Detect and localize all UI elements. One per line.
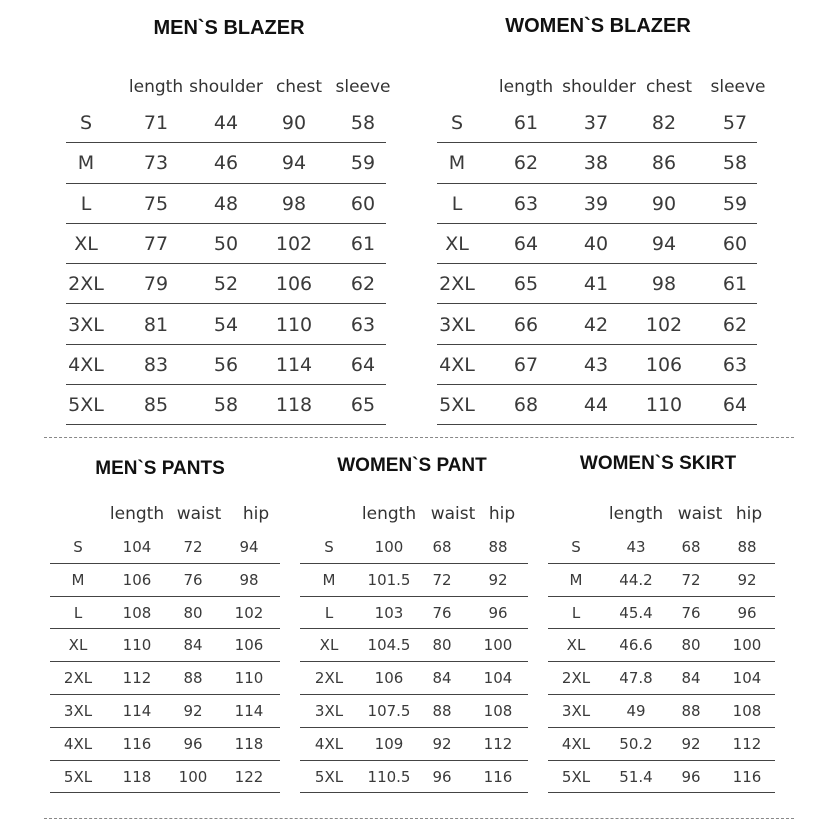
table-cell: 85	[143, 394, 169, 417]
size-label: 2XL	[68, 273, 104, 296]
table-row	[437, 224, 757, 264]
table-cell: 98	[239, 570, 259, 589]
table-cell: 71	[143, 112, 169, 134]
mens-pants-table	[50, 504, 280, 793]
table-cell: 72	[183, 538, 203, 556]
table-cell: 94	[239, 538, 259, 556]
table-cell: 64	[722, 394, 748, 417]
mens-blazer-header-chest: chest	[275, 77, 323, 97]
table-row	[548, 629, 775, 662]
mens-pants-header-waist: waist	[176, 504, 222, 524]
table-row	[548, 597, 775, 630]
table-cell: 42	[583, 313, 609, 336]
table-cell: 65	[350, 394, 376, 417]
table-cell: 96	[183, 734, 203, 753]
womens-pant-title: WOMEN`S PANT	[337, 455, 487, 476]
table-cell: 106	[234, 636, 264, 655]
table-cell: 94	[651, 232, 677, 255]
table-cell: 41	[583, 273, 609, 296]
table-cell: 94	[281, 152, 307, 175]
table-cell: 110	[275, 313, 313, 336]
size-label: XL	[445, 232, 469, 255]
table-cell: 66	[513, 313, 539, 336]
table-cell: 83	[143, 353, 169, 376]
table-cell: 75	[143, 192, 169, 215]
table-cell: 96	[488, 603, 508, 622]
mens-pants-header-length: length	[109, 504, 165, 524]
table-cell: 51.4	[619, 767, 653, 786]
table-row	[437, 264, 757, 304]
table-cell: 62	[513, 152, 539, 175]
table-cell: 63	[722, 353, 748, 376]
size-label: 4XL	[63, 734, 93, 753]
table-cell: 106	[645, 353, 683, 376]
size-label: 5XL	[314, 767, 344, 786]
size-label: S	[571, 538, 581, 556]
table-cell: 82	[651, 112, 677, 134]
table-cell: 43	[583, 353, 609, 376]
table-cell: 122	[234, 767, 264, 786]
table-cell: 96	[681, 767, 701, 786]
table-cell: 84	[183, 636, 203, 655]
table-row	[300, 761, 528, 794]
womens-blazer-header-length: length	[498, 77, 554, 97]
table-cell: 73	[143, 152, 169, 175]
size-label: M	[77, 152, 95, 175]
table-cell: 98	[281, 192, 307, 215]
section-divider	[44, 437, 794, 438]
table-cell: 40	[583, 232, 609, 255]
table-row	[66, 103, 386, 143]
table-cell: 118	[234, 734, 264, 753]
mens-blazer-title: MEN`S BLAZER	[153, 17, 305, 39]
table-cell: 60	[350, 192, 376, 215]
table-cell: 90	[651, 192, 677, 215]
mens-blazer-table	[66, 77, 391, 425]
table-cell: 108	[732, 702, 762, 720]
table-cell: 118	[122, 767, 152, 786]
table-cell: 58	[350, 112, 376, 134]
table-cell: 92	[488, 570, 508, 589]
size-label: S	[324, 538, 334, 556]
table-cell: 61	[350, 232, 376, 255]
table-cell: 61	[513, 112, 539, 134]
mens-pants-title: MEN`S PANTS	[95, 458, 225, 479]
table-cell: 60	[722, 232, 748, 255]
table-cell: 48	[213, 192, 239, 215]
size-label: 3XL	[63, 702, 93, 720]
size-label: 5XL	[63, 767, 93, 786]
table-cell: 88	[737, 538, 757, 556]
table-cell: 44.2	[619, 570, 653, 589]
table-cell: 77	[143, 232, 169, 255]
table-cell: 47.8	[619, 669, 653, 688]
table-row	[300, 695, 528, 728]
size-label: XL	[566, 636, 586, 655]
table-cell: 64	[513, 232, 539, 255]
table-cell: 76	[432, 603, 452, 622]
table-cell: 104.5	[367, 636, 411, 655]
size-label: 2XL	[561, 669, 591, 688]
table-cell: 44	[213, 112, 239, 134]
table-cell: 102	[645, 313, 683, 336]
table-row	[50, 531, 280, 564]
table-cell: 112	[732, 734, 762, 753]
table-cell: 80	[432, 636, 452, 655]
table-row	[66, 184, 386, 224]
table-cell: 62	[350, 273, 376, 296]
table-row	[50, 629, 280, 662]
table-cell: 90	[281, 112, 307, 134]
table-cell: 106	[275, 273, 313, 296]
table-cell: 101.5	[367, 570, 411, 589]
size-label: M	[71, 570, 85, 589]
table-cell: 68	[513, 394, 539, 417]
table-cell: 103	[374, 603, 404, 622]
womens-pant-header-length: length	[361, 504, 417, 524]
table-cell: 110	[122, 636, 152, 655]
table-cell: 106	[374, 669, 404, 688]
table-cell: 58	[213, 394, 239, 417]
table-cell: 102	[275, 232, 313, 255]
table-cell: 65	[513, 273, 539, 296]
table-cell: 102	[234, 603, 264, 622]
womens-blazer-header-chest: chest	[645, 77, 693, 97]
table-cell: 81	[143, 313, 169, 336]
table-cell: 37	[583, 112, 609, 134]
table-cell: 67	[513, 353, 539, 376]
table-row	[66, 305, 386, 345]
table-cell: 46.6	[619, 636, 653, 655]
table-cell: 88	[488, 538, 508, 556]
table-cell: 84	[681, 669, 701, 688]
table-cell: 92	[183, 702, 203, 720]
size-label: 3XL	[314, 702, 344, 720]
table-cell: 88	[681, 702, 701, 720]
table-cell: 72	[681, 570, 701, 589]
table-cell: 114	[234, 702, 264, 720]
table-cell: 116	[732, 767, 762, 786]
table-row	[66, 224, 386, 264]
size-label: 3XL	[561, 702, 591, 720]
table-row	[548, 564, 775, 597]
table-row	[50, 662, 280, 695]
table-cell: 63	[350, 313, 376, 336]
table-cell: 96	[737, 603, 757, 622]
table-cell: 96	[432, 767, 452, 786]
size-label: 2XL	[63, 669, 93, 688]
womens-skirt-table	[548, 504, 775, 793]
table-row	[437, 385, 757, 425]
womens-skirt-header-length: length	[608, 504, 664, 524]
womens-skirt-header-waist: waist	[677, 504, 723, 524]
womens-blazer-title: WOMEN`S BLAZER	[505, 15, 691, 37]
table-row	[300, 564, 528, 597]
womens-blazer-header-sleeve: sleeve	[710, 77, 766, 97]
table-row	[300, 629, 528, 662]
table-cell: 107.5	[367, 702, 411, 720]
table-cell: 50	[213, 232, 239, 255]
table-cell: 100	[732, 636, 762, 655]
size-label: L	[80, 192, 92, 215]
table-row	[50, 695, 280, 728]
table-cell: 38	[583, 152, 609, 175]
size-label: S	[450, 112, 464, 134]
table-cell: 52	[213, 273, 239, 296]
table-cell: 118	[275, 394, 313, 417]
table-row	[548, 662, 775, 695]
table-cell: 68	[681, 538, 701, 556]
table-cell: 59	[350, 152, 376, 175]
table-cell: 112	[122, 669, 152, 688]
womens-pant-header-hip: hip	[488, 504, 516, 524]
table-cell: 100	[178, 767, 208, 786]
table-cell: 116	[122, 734, 152, 753]
table-cell: 104	[122, 538, 152, 556]
table-cell: 100	[483, 636, 513, 655]
table-row	[66, 345, 386, 385]
table-cell: 68	[432, 538, 452, 556]
size-label: XL	[68, 636, 88, 655]
size-label: 3XL	[439, 313, 475, 336]
table-cell: 98	[651, 273, 677, 296]
table-cell: 104	[732, 669, 762, 688]
table-cell: 46	[213, 152, 239, 175]
table-cell: 45.4	[619, 603, 653, 622]
table-cell: 92	[432, 734, 452, 753]
table-row	[50, 728, 280, 761]
table-cell: 64	[350, 353, 376, 376]
table-cell: 76	[681, 603, 701, 622]
table-cell: 50.2	[619, 734, 653, 753]
table-cell: 114	[122, 702, 152, 720]
size-label: M	[322, 570, 336, 589]
table-cell: 108	[122, 603, 152, 622]
table-cell: 49	[626, 702, 646, 720]
size-label: 4XL	[561, 734, 591, 753]
size-label: L	[73, 603, 83, 622]
table-row	[548, 761, 775, 794]
table-cell: 57	[722, 112, 748, 134]
table-cell: 112	[483, 734, 513, 753]
womens-pant-table	[300, 504, 528, 793]
table-row	[300, 531, 528, 564]
table-row	[300, 728, 528, 761]
size-label: XL	[74, 232, 98, 255]
table-row	[548, 728, 775, 761]
size-label: 2XL	[439, 273, 475, 296]
table-cell: 54	[213, 313, 239, 336]
table-row	[437, 345, 757, 385]
table-row	[50, 597, 280, 630]
table-cell: 56	[213, 353, 239, 376]
size-label: 2XL	[314, 669, 344, 688]
table-cell: 110	[645, 394, 683, 417]
womens-blazer-table	[437, 77, 766, 425]
table-row	[548, 531, 775, 564]
table-row	[437, 305, 757, 345]
table-cell: 114	[275, 353, 313, 376]
size-label: S	[79, 112, 93, 134]
table-row	[437, 184, 757, 224]
table-cell: 108	[483, 702, 513, 720]
table-cell: 79	[143, 273, 169, 296]
size-label: 5XL	[68, 394, 104, 417]
size-label: 4XL	[68, 353, 104, 376]
mens-blazer-header-shoulder: shoulder	[189, 77, 263, 97]
size-label: L	[451, 192, 463, 215]
size-label: L	[571, 603, 581, 622]
mens-blazer-header-sleeve: sleeve	[335, 77, 391, 97]
table-cell: 88	[183, 669, 203, 688]
womens-blazer-header-shoulder: shoulder	[562, 77, 636, 97]
table-row	[300, 597, 528, 630]
size-label: S	[73, 538, 83, 556]
table-cell: 86	[651, 152, 677, 175]
size-label: 5XL	[561, 767, 591, 786]
table-cell: 44	[583, 394, 609, 417]
table-cell: 58	[722, 152, 748, 175]
table-cell: 110.5	[367, 767, 411, 786]
table-cell: 92	[737, 570, 757, 589]
size-label: XL	[319, 636, 339, 655]
size-label: 4XL	[439, 353, 475, 376]
size-label: M	[569, 570, 583, 589]
bottom-divider	[44, 818, 794, 819]
table-cell: 110	[234, 669, 264, 688]
table-row	[437, 143, 757, 183]
womens-pant-header-waist: waist	[430, 504, 476, 524]
table-cell: 43	[626, 538, 646, 556]
table-cell: 39	[583, 192, 609, 215]
table-cell: 116	[483, 767, 513, 786]
table-row	[66, 385, 386, 425]
mens-pants-header-hip: hip	[242, 504, 270, 524]
table-cell: 61	[722, 273, 748, 296]
table-cell: 72	[432, 570, 452, 589]
table-cell: 104	[483, 669, 513, 688]
table-row	[300, 662, 528, 695]
table-row	[66, 143, 386, 183]
table-cell: 100	[374, 538, 404, 556]
size-label: 3XL	[68, 313, 104, 336]
table-row	[66, 264, 386, 304]
table-cell: 106	[122, 570, 152, 589]
table-cell: 80	[681, 636, 701, 655]
table-cell: 59	[722, 192, 748, 215]
table-cell: 63	[513, 192, 539, 215]
table-row	[437, 103, 757, 143]
table-cell: 80	[183, 603, 203, 622]
womens-skirt-header-hip: hip	[735, 504, 763, 524]
womens-skirt-title: WOMEN`S SKIRT	[579, 453, 737, 474]
table-cell: 62	[722, 313, 748, 336]
table-cell: 88	[432, 702, 452, 720]
mens-blazer-header-length: length	[128, 77, 184, 97]
table-cell: 84	[432, 669, 452, 688]
size-label: L	[324, 603, 334, 622]
table-row	[50, 564, 280, 597]
size-label: M	[448, 152, 466, 175]
table-row	[50, 761, 280, 794]
table-cell: 92	[681, 734, 701, 753]
table-row	[548, 695, 775, 728]
table-cell: 76	[183, 570, 203, 589]
size-label: 4XL	[314, 734, 344, 753]
table-cell: 109	[374, 734, 404, 753]
size-label: 5XL	[439, 394, 475, 417]
